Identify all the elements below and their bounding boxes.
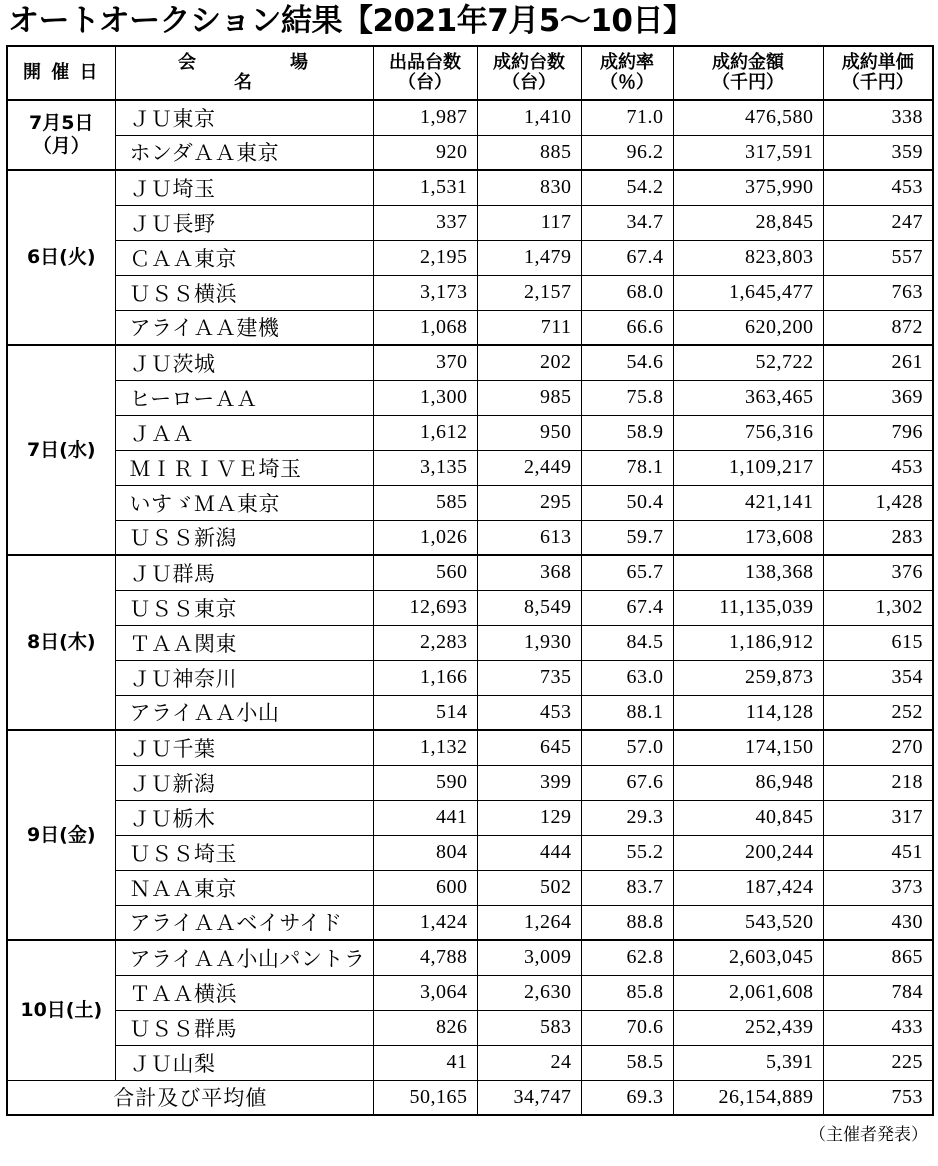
header-row — [7, 46, 933, 100]
amount-cell: 476,580 — [673, 100, 823, 135]
amount-cell: 756,316 — [673, 415, 823, 450]
amount-cell: 375,990 — [673, 170, 823, 205]
lots-cell: 12,693 — [373, 590, 477, 625]
amount-cell: 823,803 — [673, 240, 823, 275]
unit-price-cell: 225 — [823, 1045, 933, 1080]
table-row — [7, 870, 933, 905]
venue-cell: いすゞＭＡ東京 — [115, 485, 373, 520]
column-header-lots-unit: （台） — [398, 72, 452, 93]
rate-cell: 34.7 — [581, 205, 673, 240]
amount-cell: 173,608 — [673, 520, 823, 555]
venue-cell: アライＡＡベイサイド — [115, 905, 373, 940]
sold-cell: 985 — [477, 380, 581, 415]
rate-cell: 58.9 — [581, 415, 673, 450]
rate-cell: 58.5 — [581, 1045, 673, 1080]
unit-price-cell: 359 — [823, 135, 933, 170]
venue-cell: ＪＵ栃木 — [115, 800, 373, 835]
lots-cell: 585 — [373, 485, 477, 520]
unit-price-cell: 557 — [823, 240, 933, 275]
total-lots: 50,165 — [373, 1080, 477, 1115]
amount-cell: 1,186,912 — [673, 625, 823, 660]
lots-cell: 3,064 — [373, 975, 477, 1010]
lots-cell: 41 — [373, 1045, 477, 1080]
column-header-rate-unit: （％） — [600, 72, 654, 93]
amount-cell: 138,368 — [673, 555, 823, 590]
venue-cell: ヒーローＡＡ — [115, 380, 373, 415]
lots-cell: 1,132 — [373, 730, 477, 765]
date-cell: 9日(金) — [7, 730, 115, 940]
table-row — [7, 380, 933, 415]
lots-cell: 1,300 — [373, 380, 477, 415]
table-row — [7, 905, 933, 940]
amount-cell: 1,109,217 — [673, 450, 823, 485]
lots-cell: 1,026 — [373, 520, 477, 555]
lots-cell: 1,068 — [373, 310, 477, 345]
rate-cell: 57.0 — [581, 730, 673, 765]
lots-cell: 441 — [373, 800, 477, 835]
table-row — [7, 135, 933, 170]
sold-cell: 1,930 — [477, 625, 581, 660]
sold-cell: 1,479 — [477, 240, 581, 275]
column-header-amount-unit: （千円） — [712, 72, 784, 93]
lots-cell: 600 — [373, 870, 477, 905]
table-row — [7, 765, 933, 800]
table-row — [7, 590, 933, 625]
column-header-unit-price — [823, 46, 933, 100]
venue-cell: ＪＵ神奈川 — [115, 660, 373, 695]
column-header-lots-main: 出品台数 — [389, 51, 461, 73]
rate-cell: 29.3 — [581, 800, 673, 835]
sold-cell: 202 — [477, 345, 581, 380]
lots-cell: 920 — [373, 135, 477, 170]
amount-cell: 11,135,039 — [673, 590, 823, 625]
venue-cell: アライＡＡ小山 — [115, 695, 373, 730]
amount-cell: 259,873 — [673, 660, 823, 695]
amount-cell: 2,603,045 — [673, 940, 823, 975]
venue-cell: アライＡＡ小山パントラ — [115, 940, 373, 975]
venue-cell: ＪＵ千葉 — [115, 730, 373, 765]
amount-cell: 252,439 — [673, 1010, 823, 1045]
lots-cell: 1,166 — [373, 660, 477, 695]
sold-cell: 583 — [477, 1010, 581, 1045]
sold-cell: 24 — [477, 1045, 581, 1080]
venue-cell: ＪＵ山梨 — [115, 1045, 373, 1080]
venue-cell: ＵＳＳ東京 — [115, 590, 373, 625]
unit-price-cell: 1,302 — [823, 590, 933, 625]
unit-price-cell: 261 — [823, 345, 933, 380]
total-rate: 69.3 — [581, 1080, 673, 1115]
lots-cell: 2,283 — [373, 625, 477, 660]
rate-cell: 67.4 — [581, 240, 673, 275]
lots-cell: 370 — [373, 345, 477, 380]
total-unit-price: 753 — [823, 1080, 933, 1115]
table-body — [7, 100, 933, 1115]
lots-cell: 826 — [373, 1010, 477, 1045]
sold-cell: 399 — [477, 765, 581, 800]
table-row — [7, 240, 933, 275]
amount-cell: 28,845 — [673, 205, 823, 240]
lots-cell: 1,424 — [373, 905, 477, 940]
venue-cell: ＵＳＳ群馬 — [115, 1010, 373, 1045]
sold-cell: 735 — [477, 660, 581, 695]
table-row — [7, 695, 933, 730]
rate-cell: 65.7 — [581, 555, 673, 590]
venue-cell: ＪＵ東京 — [115, 100, 373, 135]
venue-cell: ＪＵ新潟 — [115, 765, 373, 800]
unit-price-cell: 433 — [823, 1010, 933, 1045]
sold-cell: 1,264 — [477, 905, 581, 940]
column-header-sold-main: 成約台数 — [493, 51, 565, 73]
amount-cell: 1,645,477 — [673, 275, 823, 310]
rate-cell: 54.2 — [581, 170, 673, 205]
unit-price-cell: 218 — [823, 765, 933, 800]
unit-price-cell: 270 — [823, 730, 933, 765]
unit-price-cell: 376 — [823, 555, 933, 590]
auction-results-table — [6, 45, 934, 1116]
column-header-venue: 会 場 名 — [115, 46, 373, 100]
rate-cell: 50.4 — [581, 485, 673, 520]
unit-price-cell: 252 — [823, 695, 933, 730]
unit-price-cell: 354 — [823, 660, 933, 695]
column-header-amount-main: 成約金額 — [712, 51, 784, 73]
table-row — [7, 310, 933, 345]
venue-cell: ＪＡＡ — [115, 415, 373, 450]
rate-cell: 68.0 — [581, 275, 673, 310]
table-row — [7, 485, 933, 520]
venue-cell: ＪＵ埼玉 — [115, 170, 373, 205]
lots-cell: 560 — [373, 555, 477, 590]
rate-cell: 71.0 — [581, 100, 673, 135]
lots-cell: 3,173 — [373, 275, 477, 310]
date-cell: 10日(土) — [7, 940, 115, 1080]
unit-price-cell: 453 — [823, 450, 933, 485]
lots-cell: 1,531 — [373, 170, 477, 205]
amount-cell: 363,465 — [673, 380, 823, 415]
amount-cell: 620,200 — [673, 310, 823, 345]
rate-cell: 67.4 — [581, 590, 673, 625]
venue-cell: アライＡＡ建機 — [115, 310, 373, 345]
venue-cell: ＵＳＳ埼玉 — [115, 835, 373, 870]
rate-cell: 67.6 — [581, 765, 673, 800]
date-cell: 7月5日 （月） — [7, 100, 115, 170]
unit-price-cell: 615 — [823, 625, 933, 660]
rate-cell: 78.1 — [581, 450, 673, 485]
total-sold: 34,747 — [477, 1080, 581, 1115]
venue-cell: ＵＳＳ横浜 — [115, 275, 373, 310]
venue-cell: ＴＡＡ関東 — [115, 625, 373, 660]
rate-cell: 55.2 — [581, 835, 673, 870]
sold-cell: 502 — [477, 870, 581, 905]
sold-cell: 950 — [477, 415, 581, 450]
footnote: （主催者発表） — [809, 1125, 928, 1145]
column-header-sold-unit: （台） — [502, 72, 556, 93]
table-row — [7, 940, 933, 975]
sold-cell: 117 — [477, 205, 581, 240]
lots-cell: 4,788 — [373, 940, 477, 975]
amount-cell: 174,150 — [673, 730, 823, 765]
lots-cell: 2,195 — [373, 240, 477, 275]
unit-price-cell: 453 — [823, 170, 933, 205]
table-header — [7, 46, 933, 100]
venue-cell: ホンダＡＡ東京 — [115, 135, 373, 170]
sold-cell: 2,449 — [477, 450, 581, 485]
total-amount: 26,154,889 — [673, 1080, 823, 1115]
table-row — [7, 450, 933, 485]
table-row — [7, 625, 933, 660]
column-header-rate — [581, 46, 673, 100]
lots-cell: 1,987 — [373, 100, 477, 135]
amount-cell: 2,061,608 — [673, 975, 823, 1010]
lots-cell: 1,612 — [373, 415, 477, 450]
unit-price-cell: 784 — [823, 975, 933, 1010]
sold-cell: 295 — [477, 485, 581, 520]
unit-price-cell: 430 — [823, 905, 933, 940]
table-row — [7, 345, 933, 380]
table-row — [7, 730, 933, 765]
column-header-date: 開 催 日 — [7, 46, 115, 100]
table-row — [7, 170, 933, 205]
sold-cell: 2,157 — [477, 275, 581, 310]
sold-cell: 1,410 — [477, 100, 581, 135]
date-cell: 6日(火) — [7, 170, 115, 345]
sold-cell: 711 — [477, 310, 581, 345]
rate-cell: 96.2 — [581, 135, 673, 170]
page-title: オートオークション結果【2021年7月5～10日】 — [8, 3, 694, 39]
venue-cell: ＪＵ茨城 — [115, 345, 373, 380]
sold-cell: 444 — [477, 835, 581, 870]
table-row — [7, 415, 933, 450]
sold-cell: 613 — [477, 520, 581, 555]
unit-price-cell: 338 — [823, 100, 933, 135]
amount-cell: 187,424 — [673, 870, 823, 905]
amount-cell: 421,141 — [673, 485, 823, 520]
amount-cell: 52,722 — [673, 345, 823, 380]
column-header-lots — [373, 46, 477, 100]
lots-cell: 804 — [373, 835, 477, 870]
table-row — [7, 555, 933, 590]
sold-cell: 129 — [477, 800, 581, 835]
venue-cell: ＭＩＲＩＶＥ埼玉 — [115, 450, 373, 485]
venue-cell: ＪＵ長野 — [115, 205, 373, 240]
table-row — [7, 205, 933, 240]
sold-cell: 3,009 — [477, 940, 581, 975]
date-cell: 8日(木) — [7, 555, 115, 730]
unit-price-cell: 283 — [823, 520, 933, 555]
rate-cell: 66.6 — [581, 310, 673, 345]
amount-cell: 200,244 — [673, 835, 823, 870]
rate-cell: 84.5 — [581, 625, 673, 660]
table-row — [7, 800, 933, 835]
sold-cell: 8,549 — [477, 590, 581, 625]
sold-cell: 368 — [477, 555, 581, 590]
date-cell: 7日(水) — [7, 345, 115, 555]
rate-cell: 88.8 — [581, 905, 673, 940]
unit-price-cell: 763 — [823, 275, 933, 310]
amount-cell: 5,391 — [673, 1045, 823, 1080]
unit-price-cell: 865 — [823, 940, 933, 975]
column-header-sold — [477, 46, 581, 100]
table-row — [7, 520, 933, 555]
lots-cell: 514 — [373, 695, 477, 730]
rate-cell: 62.8 — [581, 940, 673, 975]
rate-cell: 59.7 — [581, 520, 673, 555]
venue-cell: ＴＡＡ横浜 — [115, 975, 373, 1010]
amount-cell: 543,520 — [673, 905, 823, 940]
column-header-unit-price-main: 成約単価 — [841, 51, 914, 73]
venue-cell: ＣＡＡ東京 — [115, 240, 373, 275]
lots-cell: 590 — [373, 765, 477, 800]
unit-price-cell: 796 — [823, 415, 933, 450]
sold-cell: 645 — [477, 730, 581, 765]
rate-cell: 88.1 — [581, 695, 673, 730]
table-row — [7, 975, 933, 1010]
amount-cell: 86,948 — [673, 765, 823, 800]
total-row — [7, 1080, 933, 1115]
rate-cell: 85.8 — [581, 975, 673, 1010]
column-header-rate-main: 成約率 — [600, 51, 654, 73]
lots-cell: 337 — [373, 205, 477, 240]
unit-price-cell: 369 — [823, 380, 933, 415]
unit-price-cell: 451 — [823, 835, 933, 870]
table-row — [7, 835, 933, 870]
rate-cell: 63.0 — [581, 660, 673, 695]
table-row — [7, 1045, 933, 1080]
venue-cell: ＪＵ群馬 — [115, 555, 373, 590]
table-row — [7, 1010, 933, 1045]
table-row — [7, 660, 933, 695]
total-label: 合計及び平均値 — [7, 1080, 373, 1115]
column-header-unit-price-unit: （千円） — [841, 72, 914, 93]
amount-cell: 40,845 — [673, 800, 823, 835]
unit-price-cell: 373 — [823, 870, 933, 905]
sold-cell: 453 — [477, 695, 581, 730]
unit-price-cell: 247 — [823, 205, 933, 240]
sold-cell: 830 — [477, 170, 581, 205]
rate-cell: 70.6 — [581, 1010, 673, 1045]
unit-price-cell: 872 — [823, 310, 933, 345]
table-row — [7, 100, 933, 135]
unit-price-cell: 317 — [823, 800, 933, 835]
amount-cell: 114,128 — [673, 695, 823, 730]
amount-cell: 317,591 — [673, 135, 823, 170]
rate-cell: 75.8 — [581, 380, 673, 415]
venue-cell: ＮＡＡ東京 — [115, 870, 373, 905]
rate-cell: 83.7 — [581, 870, 673, 905]
column-header-amount — [673, 46, 823, 100]
rate-cell: 54.6 — [581, 345, 673, 380]
venue-cell: ＵＳＳ新潟 — [115, 520, 373, 555]
sold-cell: 885 — [477, 135, 581, 170]
table-row — [7, 275, 933, 310]
lots-cell: 3,135 — [373, 450, 477, 485]
sold-cell: 2,630 — [477, 975, 581, 1010]
unit-price-cell: 1,428 — [823, 485, 933, 520]
